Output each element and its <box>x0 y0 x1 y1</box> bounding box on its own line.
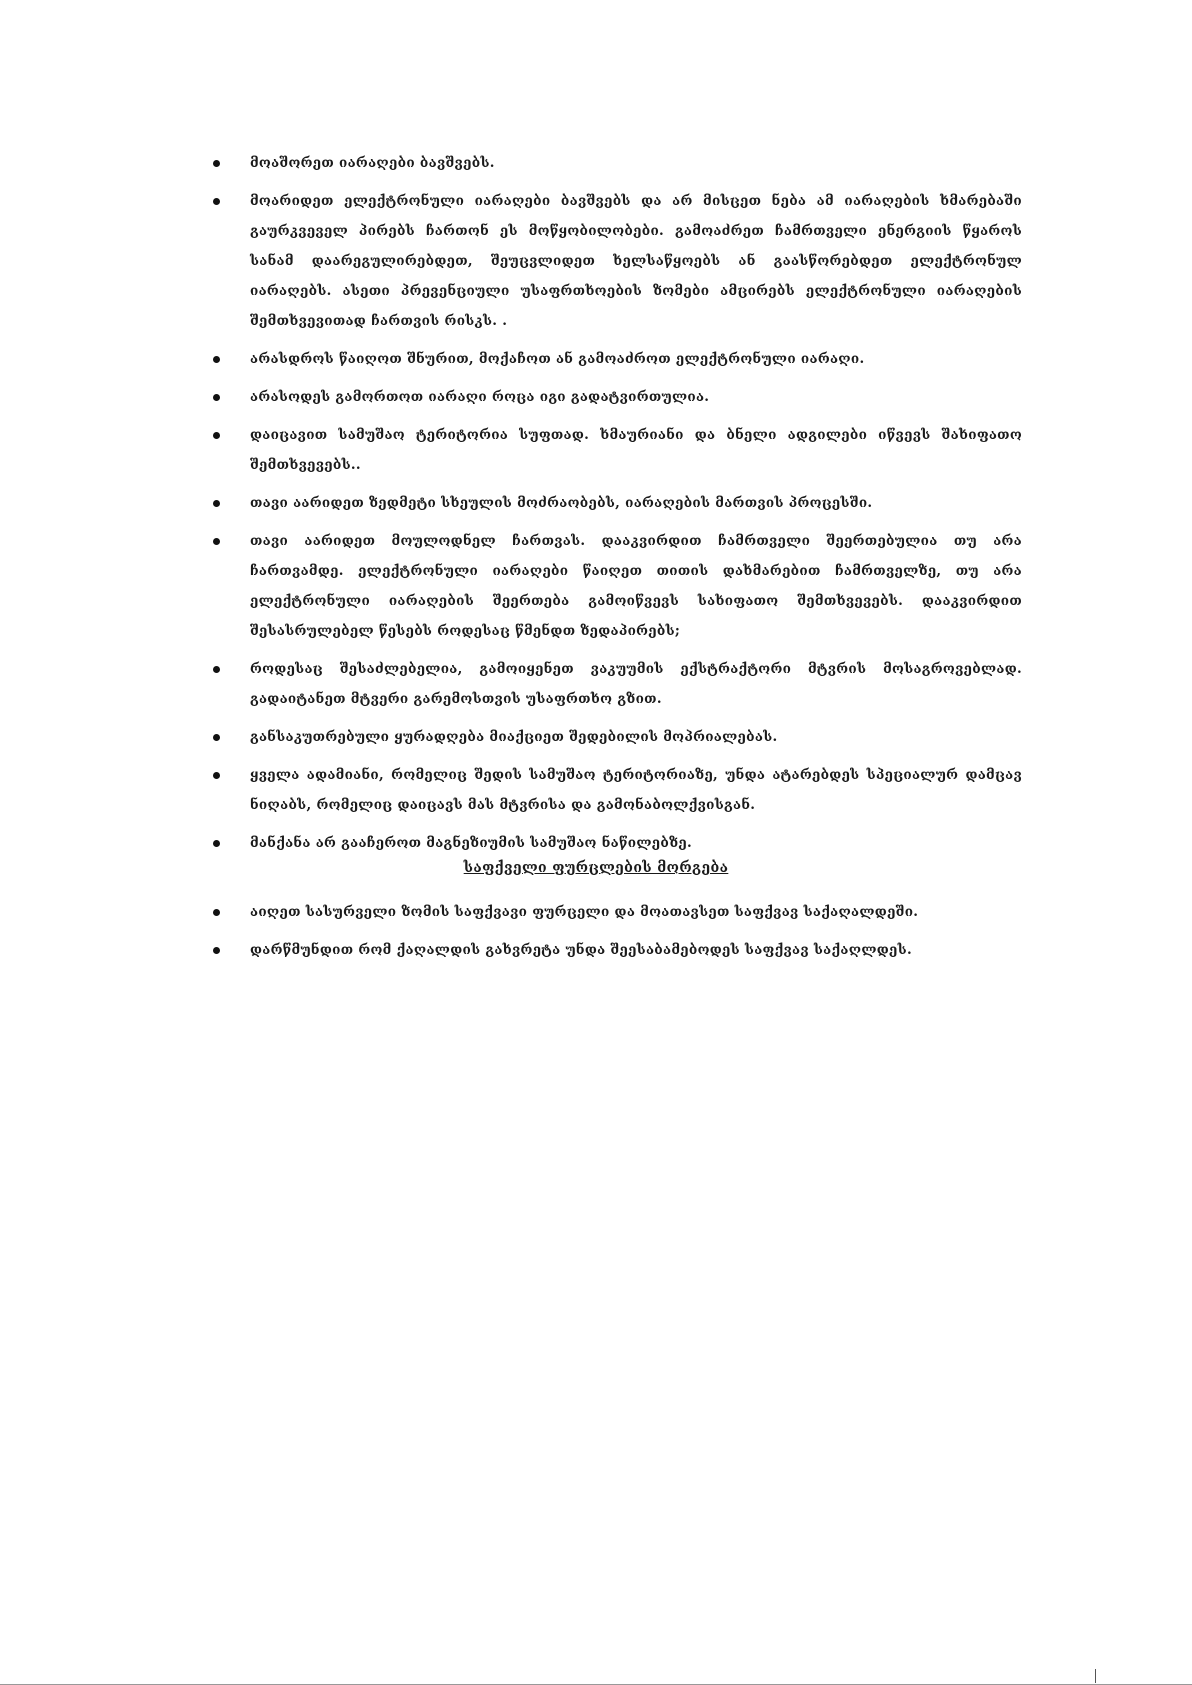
bullet-icon <box>213 432 220 439</box>
list-item <box>0 488 1192 518</box>
list-item <box>0 148 1192 178</box>
list-item-text: როდესაც შესაძლებელია, გამოიყენეთ ვაკუუმის ექსტრაქტორი მტვრის მოსაგროვებლად. გადაიტანეთ მტვერი გარემოსთვის უსაფრთხო გზით. <box>250 661 1022 707</box>
list-item <box>0 760 1192 820</box>
list-item <box>0 382 1192 412</box>
bullet-icon <box>213 947 220 954</box>
bullet-icon <box>213 198 220 205</box>
sandpaper-instructions-list <box>0 897 1192 973</box>
list-item-text: მოაშორეთ იარაღები ბავშვებს. <box>250 155 495 171</box>
section-heading: საფქველი ფურცლების მორგება <box>463 860 729 876</box>
list-item <box>0 935 1192 965</box>
bullet-icon <box>213 840 220 847</box>
bullet-icon <box>213 772 220 779</box>
list-item-text: მანქანა არ გააჩეროთ მაგნეზიუმის სამუშაო ნაწილებზე. <box>250 835 693 851</box>
list-item <box>0 897 1192 927</box>
bullet-icon <box>213 909 220 916</box>
bullet-icon <box>213 666 220 673</box>
list-item-text: მოარიდეთ ელექტრონული იარაღები ბავშვებს და არ მისცეთ ნება ამ იარაღების ხმარებაში გაურკვეველ პირებს ჩართონ ეს მოწყობილობები. გამოაძრეთ ჩამრთველი ენერგიის წყაროს სანამ დაარეგულირებდეთ, შეუცვლიდეთ ხელსაწყოებს ან გაასწორებდეთ ელექტრონულ იარაღებს. ასეთი პრევენციული უსაფრთხოების ზომები ამცირებს ელექტრონული იარაღების შემთხვევითად ჩართვის რისკს. . <box>250 193 1022 329</box>
list-item-text: თავი აარიდეთ მოულოდნელ ჩართვას. დააკვირდით ჩამრთველი შეერთებულია თუ არა ჩართვამდე. ელექტრონული იარაღები წაიღეთ თითის დახმარებით ჩამრთველზე, თუ არა ელექტრონული იარაღების შეერთება გამოიწვევს სახიფათო შემთხვევებს. დააკვირდით შესასრულებელ წესებს როდესაც წმენდთ ზედაპირებს; <box>250 533 1022 639</box>
list-item <box>0 344 1192 374</box>
bullet-icon <box>213 500 220 507</box>
bullet-icon <box>213 734 220 741</box>
list-item <box>0 828 1192 858</box>
bullet-icon <box>213 538 220 545</box>
list-item-text: არასდროს წაიღოთ შნურით, მოქაჩოთ ან გამოაძროთ ელექტრონული იარაღი. <box>250 351 865 367</box>
list-item <box>0 526 1192 646</box>
list-item-text: დაიცავით სამუშაო ტერიტორია სუფთად. ხმაურიანი და ბნელი ადგილები იწვევს შახიფათო შემთხვევებს.. <box>250 427 1022 473</box>
list-item <box>0 420 1192 480</box>
list-item-text: დარწმუნდით რომ ქაღალდის გახვრეტა უნდა შეესაბამებოდეს საფქვავ საქაღლდეს. <box>250 942 912 958</box>
list-item <box>0 654 1192 714</box>
list-item <box>0 186 1192 336</box>
list-item-text: აიღეთ სასურველი ზომის საფქვავი ფურცელი და მოათავსეთ საფქვავ საქაღალდეში. <box>250 904 919 920</box>
bullet-icon <box>213 394 220 401</box>
list-item <box>0 722 1192 752</box>
list-item-text: განსაკუთრებული ყურადღება მიაქციეთ შედებილის მოპრიალებას. <box>250 729 778 745</box>
list-item-text: ყველა ადამიანი, რომელიც შედის სამუშაო ტერიტორიაზე, უნდა ატარებდეს სპეციალურ დამცავ ნიღაბს, რომელიც დაიცავს მას მტვრისა და გამონაბოლქვისგან. <box>250 767 1022 813</box>
list-item-text: თავი აარიდეთ ზედმეტი სხეულის მოძრაობებს, იარაღების მართვის პროცესში. <box>250 495 873 511</box>
bullet-icon <box>213 356 220 363</box>
safety-instructions-list <box>0 148 1192 866</box>
page-edge-mark <box>1095 1669 1096 1683</box>
list-item-text: არასოდეს გამორთოთ იარაღი როცა იგი გადატვირთულია. <box>250 389 710 405</box>
bullet-icon <box>213 160 220 167</box>
